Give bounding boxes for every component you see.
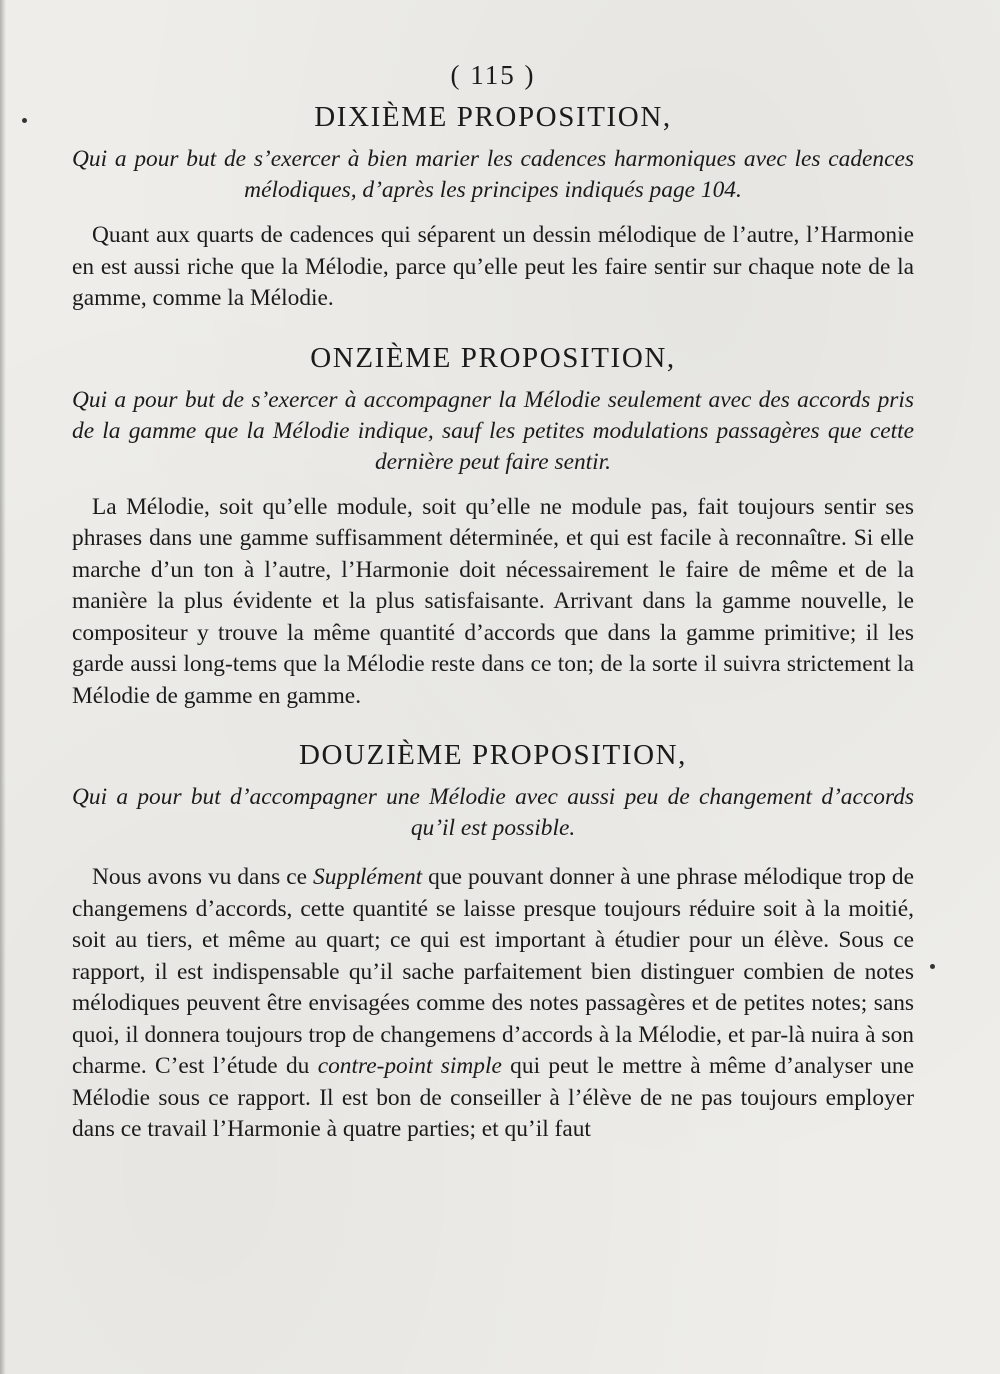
section-heading-douzieme: DOUZIÈME PROPOSITION, (298, 739, 688, 771)
section-subtitle-onzieme: Qui a pour but de s’exercer à accompagner la Mélodie seulement avec des accords pris de la gamme que la Mélodie indique, sauf les petites modulations passagères que cette dernière peut faire sentir. (72, 386, 914, 475)
section-paragraph-douzieme (72, 862, 914, 1146)
paragraph-text: Nous avons vu dans ce (92, 864, 314, 890)
paragraph-text: que pouvant donner à une phrase mélodique trop de changemens d’accords, cette quantité se laisse presque toujours réduire soit à la moitié, soit au tiers, et même au quart; ce qui est important à étudier pour un élève. Sous ce rapport, il est indispensable qu’il sache parfaitement bien distinguer combien de notes mélodiques peuvent être envisagées comme des notes passagères et de petites notes; sans quoi, il donnera toujours trop de changemens d’accords à la Mélodie, et par-là nuira à son charme. C’est l’étude du (72, 864, 915, 1079)
page-number: ( 115 ) (450, 60, 536, 90)
section-paragraph-onzieme: La Mélodie, soit qu’elle module, soit qu’elle ne module pas, fait toujours sentir ses phrases dans une gamme suffisamment déterminée, et qui est facile à reconnaître. Si elle marche d’un ton à l’autre, l’Harmonie doit nécessairement le faire de même et de la manière la plus évidente et la plus satisfaisante. Arrivant dans la gamme nouvelle, le compositeur y trouve la même quantité d’accords que dans la gamme primitive; il les garde aussi long-tems que la Mélodie reste dans ce ton; de la sorte il suivra strictement la Mélodie de gamme en gamme. (72, 493, 914, 709)
section-paragraph-dixieme: Quant aux quarts de cadences qui séparent un dessin mélodique de l’autre, l’Harmonie en est aussi riche que la Mélodie, parce qu’elle peut les faire sentir sur chaque note de la gamme, comme la Mélodie. (72, 222, 914, 311)
section-subtitle-douzieme: Qui a pour but d’accompagner une Mélodie avec aussi peu de changement d’accords qu’il est possible. (72, 784, 914, 841)
paragraph-text: qui peut le mettre à même d’analyser une Mélodie sous ce rapport. Il est bon de conseiller à l’élève de ne pas toujours employer dans ce travail l’Harmonie à quatre parties; et qu’il faut (72, 1053, 914, 1142)
paragraph-emphasis: Supplément (313, 864, 423, 890)
ink-spot (22, 118, 27, 123)
page-edge-shadow (0, 0, 6, 1374)
paragraph-emphasis: contre-point simple (317, 1053, 502, 1079)
section-subtitle-dixieme: Qui a pour but de s’exercer à bien marier les cadences harmoniques avec les cadences mélodiques, d’après les principes indiqués page 104. (72, 146, 914, 203)
ink-spot (930, 964, 935, 969)
section-heading-onzieme: ONZIÈME PROPOSITION, (310, 341, 676, 374)
section-heading-dixieme: DIXIÈME PROPOSITION, (314, 101, 672, 133)
text-column (72, 58, 914, 1146)
